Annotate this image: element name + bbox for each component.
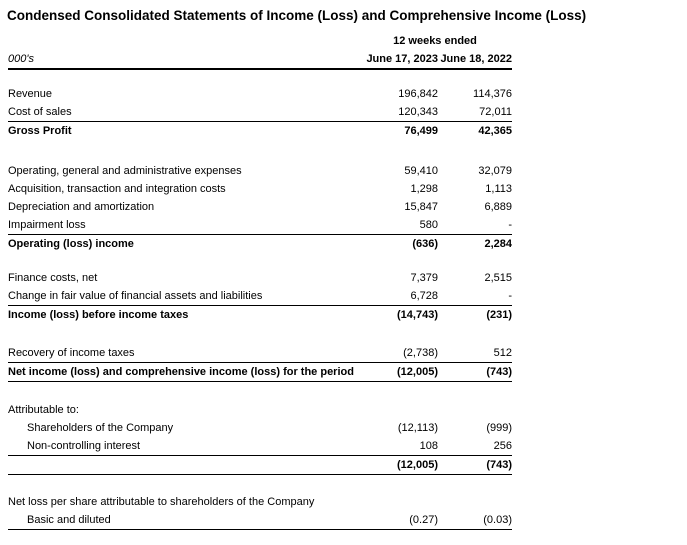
row-label: Net income (loss) and comprehensive income (loss) for the period [8,363,358,382]
row-value: 114,376 [473,88,512,100]
spacer-row [8,324,512,344]
row-label: Acquisition, transaction and integration costs [8,183,226,195]
row-value: 76,499 [404,125,438,137]
table-row-non-controlling-interest [8,437,512,456]
table-row-finance-costs [8,269,512,287]
row-value: 256 [438,437,512,456]
row-label: Income (loss) before income taxes [8,309,189,321]
row-value: 1,113 [485,183,512,195]
table-row-attributable-total [8,455,512,474]
row-label: Recovery of income taxes [8,344,358,363]
row-value: 512 [438,344,512,363]
spacer-row [8,382,512,401]
row-value: 7,379 [410,272,438,284]
row-value [358,401,438,419]
table-row-attributable-header [8,401,512,419]
row-value: 15,847 [404,201,438,213]
table-row-cost-of-sales [8,103,512,122]
statement-title: Condensed Consolidated Statements of Income (Loss) and Comprehensive Income (Loss) [7,8,587,23]
row-value: (999) [486,421,512,434]
row-value: (743) [438,363,512,382]
row-label: Impairment loss [8,216,358,235]
row-value: (743) [438,455,512,474]
table-row-gross-profit [8,122,512,141]
period-header-spacer [8,32,358,50]
column-header-2022: June 18, 2022 [438,50,512,69]
row-label: Basic and diluted [8,511,358,530]
units-label: 000's [8,50,358,69]
row-value: (12,113) [397,421,438,434]
row-value: 196,842 [398,88,438,100]
table-row-shareholders [8,419,512,437]
row-value: (231) [486,309,512,321]
row-label: Cost of sales [8,103,358,122]
table-row-acquisition-costs [8,180,512,198]
row-value: 6,728 [358,287,438,306]
table-row-net-income [8,363,512,382]
table-row-eps-header [8,493,512,511]
table-row-operating-income [8,235,512,254]
spacer-row [8,140,512,162]
row-label [8,455,358,474]
row-label: Change in fair value of financial assets and liabilities [8,287,358,306]
table-row-income-before-taxes [8,306,512,325]
period-header-row [8,32,512,50]
row-value [438,401,512,419]
table-row-basic-diluted [8,511,512,530]
row-value: 2,284 [484,238,512,250]
row-value [438,493,512,511]
income-statement-table [8,32,512,530]
row-value: - [438,216,512,235]
spacer-row [8,474,512,493]
row-value: (0.03) [438,511,512,530]
row-value: 2,515 [484,272,512,284]
row-value: 108 [358,437,438,456]
row-value: (636) [412,238,438,250]
column-header-row [8,50,512,69]
spacer-row [8,69,512,85]
row-label: Finance costs, net [8,272,98,284]
row-value: (2,738) [358,344,438,363]
row-value: (14,743) [397,309,438,321]
row-label: Depreciation and amortization [8,201,155,213]
section-header: Net loss per share attributable to shareholders of the Company [8,496,315,508]
row-value: 1,298 [410,183,438,195]
period-header: 12 weeks ended [393,35,477,47]
row-label: Gross Profit [8,125,72,137]
table-row-oga-expenses [8,162,512,180]
row-value: 72,011 [438,103,512,122]
row-value: 580 [358,216,438,235]
table-row-depreciation [8,198,512,216]
row-label: Non-controlling interest [8,437,358,456]
row-value [358,493,438,511]
spacer-row [8,253,512,269]
row-value: 59,410 [404,165,438,177]
table-row-fair-value-change [8,287,512,306]
row-value: (12,005) [358,455,438,474]
row-value: 120,343 [358,103,438,122]
row-value: 6,889 [484,201,512,213]
row-value: (0.27) [358,511,438,530]
row-label: Revenue [8,88,53,100]
row-value: - [438,287,512,306]
table-row-revenue [8,85,512,103]
section-header: Attributable to: [8,403,79,416]
row-value: (12,005) [358,363,438,382]
row-value: 42,365 [478,125,512,137]
row-label: Operating, general and administrative expenses [8,165,242,177]
row-label: Operating (loss) income [8,238,134,250]
table-row-impairment-loss [8,216,512,235]
column-header-2023: June 17, 2023 [358,50,438,69]
row-label: Shareholders of the Company [27,421,174,434]
row-value: 32,079 [478,165,512,177]
table-row-tax-recovery [8,344,512,363]
